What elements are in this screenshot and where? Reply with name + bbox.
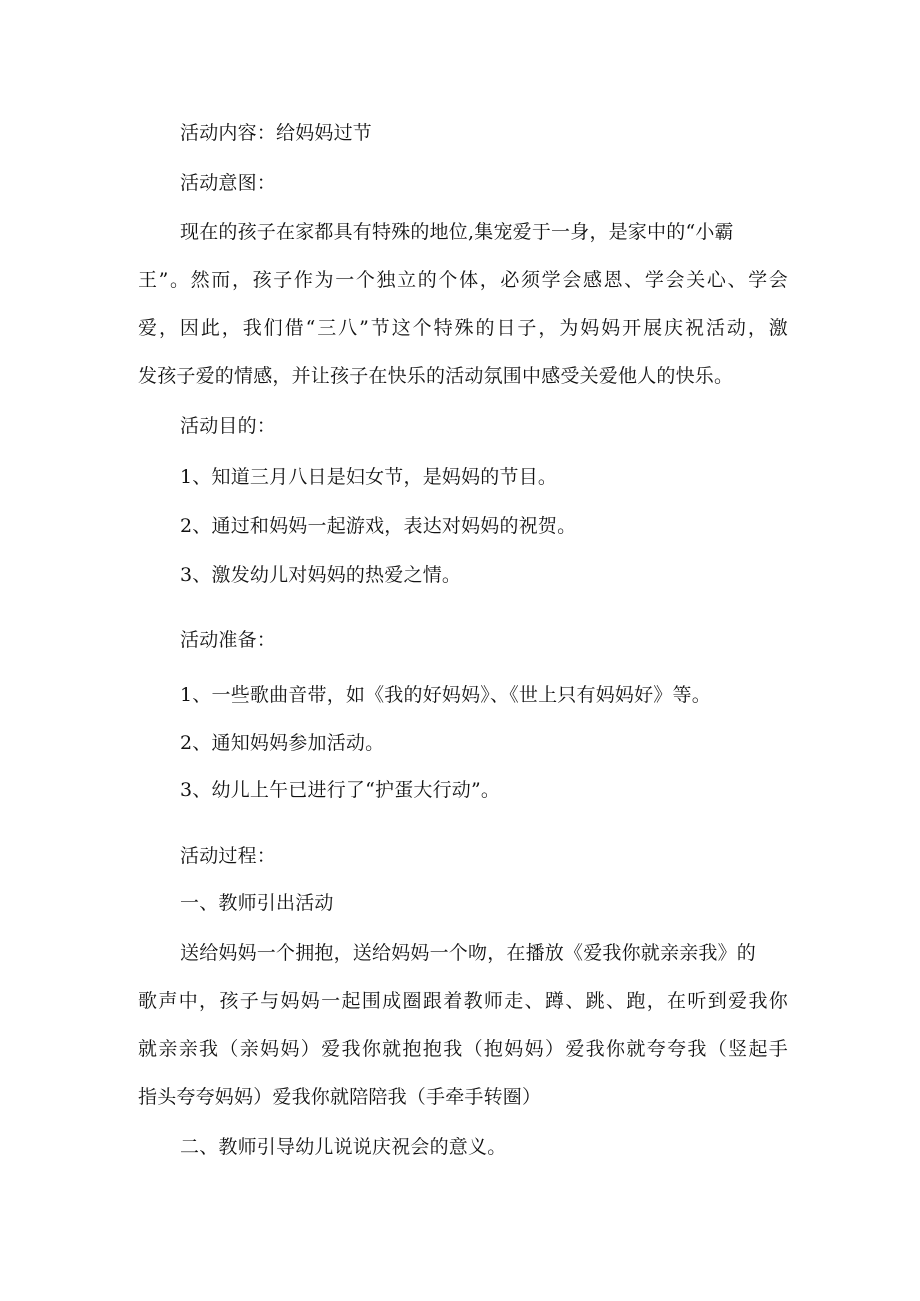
intent-line-4: 发孩子爱的情感，并让孩子在快乐的活动氛围中感受关爱他人的快乐。 (138, 365, 734, 387)
prep-heading: 活动准备： (180, 629, 277, 651)
content-title: 活动内容：给妈妈过节 (180, 122, 373, 144)
step1-line-4: 指头夸夸妈妈）爱我你就陪陪我（手牵手转圈） (138, 1086, 542, 1108)
prep-item-3: 3、幼儿上午已进行了“护蛋大行动”。 (180, 779, 501, 801)
goal-item-2: 2、通过和妈妈一起游戏，表达对妈妈的祝贺。 (180, 515, 577, 537)
goal-item-3: 3、激发幼儿对妈妈的热爱之情。 (180, 564, 462, 586)
step1-line-2: 歌声中，孩子与妈妈一起围成圈跟着教师走、蹲、跳、跑，在听到爱我你 (138, 990, 788, 1012)
intent-heading: 活动意图： (180, 172, 277, 194)
process-heading: 活动过程： (180, 845, 277, 867)
intent-line-3: 爱，因此，我们借“三八”节这个特殊的日子，为妈妈开展庆祝活动，激 (138, 317, 788, 339)
prep-item-2: 2、通知妈妈参加活动。 (180, 732, 385, 754)
goal-heading: 活动目的： (180, 415, 277, 437)
step1-line-3: 就亲亲我（亲妈妈）爱我你就抱抱我（抱妈妈）爱我你就夸夸我（竖起手 (138, 1038, 788, 1060)
step1-title: 一、教师引出活动 (180, 892, 334, 914)
step1-line-1: 送给妈妈一个拥抱，送给妈妈一个吻，在播放《爱我你就亲亲我》的 (180, 942, 757, 964)
intent-line-2: 王”。然而，孩子作为一个独立的个体，必须学会感恩、学会关心、学会 (138, 269, 788, 291)
intent-line-1: 现在的孩子在家都具有特殊的地位,集宠爱于一身，是家中的“小霸 (180, 221, 734, 243)
prep-item-1: 1、一些歌曲音带，如《我的好妈妈》、《世上只有妈妈好》等。 (180, 684, 711, 706)
goal-item-1: 1、知道三月八日是妇女节，是妈妈的节目。 (180, 466, 558, 488)
step2-title: 二、教师引导幼儿说说庆祝会的意义。 (180, 1136, 507, 1158)
